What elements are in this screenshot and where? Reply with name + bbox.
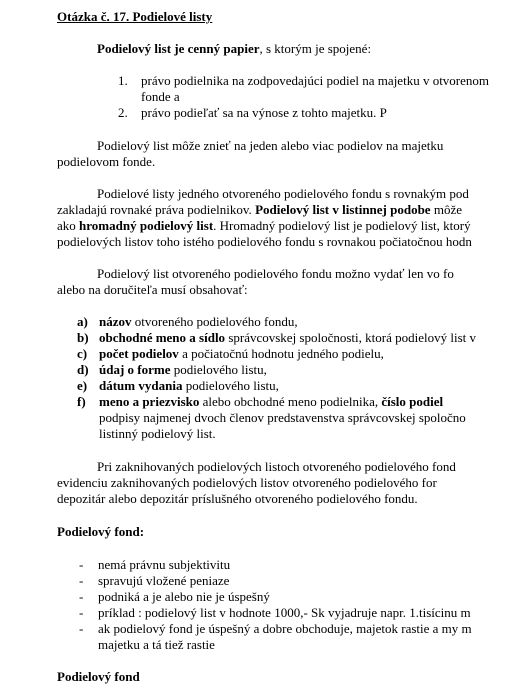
bullet-item-text: príklad : podielový list v hodnote 1000,- Sk vyjadruje napr. 1.tisícinu m xyxy=(98,605,471,620)
paragraph-line: zakladajú rovnaké práva podielnikov. Podielový list v listinnej podobe môže xyxy=(57,202,462,217)
lettered-item-letter: e) xyxy=(77,378,88,393)
paragraph-line: Podielové listy jedného otvoreného podielového fondu s rovnakým pod xyxy=(97,186,469,201)
lettered-item-letter: f) xyxy=(77,394,86,409)
lettered-item-letter: a) xyxy=(77,314,88,329)
bullet-dash: - xyxy=(79,589,84,604)
bullet-item-text: ak podielový fond je úspešný a dobre obchoduje, majetok rastie a my m xyxy=(98,621,472,636)
lettered-item-text: meno a priezvisko alebo obchodné meno podielnika, číslo podiel xyxy=(99,394,444,409)
paragraph-line: Podielový list môže znieť na jeden alebo viac podielov na majetku xyxy=(97,138,444,153)
numbered-item-number: 2. xyxy=(118,105,128,120)
bullet-dash: - xyxy=(79,621,84,636)
bullet-item-text: nemá právnu subjektivitu xyxy=(98,557,231,572)
bullet-item-text: spravujú vložené peniaze xyxy=(98,573,230,588)
bullet-dash: - xyxy=(79,557,84,572)
lettered-item-text: podpisy najmenej dvoch členov predstavenstva správcovskej spoločno xyxy=(99,410,466,425)
lettered-item-letter: d) xyxy=(77,362,89,377)
paragraph-line: podielovom fonde. xyxy=(57,154,156,169)
page-title: Otázka č. 17. Podielové listy xyxy=(57,9,213,24)
lettered-item-text: obchodné meno a sídlo správcovskej spoločnosti, ktorá podielový list v xyxy=(99,330,477,345)
bullet-dash: - xyxy=(79,573,84,588)
bullet-dash: - xyxy=(79,605,84,620)
intro-rest: , s ktorým je spojené: xyxy=(259,41,372,56)
paragraph-line: alebo na doručiteľa musí obsahovať: xyxy=(57,282,248,297)
numbered-item-text: právo podieľať sa na výnose z tohto majetku. P xyxy=(141,105,387,120)
lettered-item-text: údaj o forme podielového listu, xyxy=(99,362,267,377)
paragraph-line: ako hromadný podielový list. Hromadný podielový list je podielový list, ktorý xyxy=(57,218,471,233)
lettered-item-text: počet podielov a počiatočnú hodnotu jedného podielu, xyxy=(99,346,384,361)
intro-paragraph xyxy=(97,41,371,56)
lettered-item-text: dátum vydania podielového listu, xyxy=(99,378,279,393)
paragraph-line: Pri zaknihovaných podielových listoch otvoreného podielového fond xyxy=(97,459,456,474)
numbered-item-text: právo podielnika na zodpovedajúci podiel na majetku v otvorenom xyxy=(141,73,490,88)
paragraph-line: podielových listov toho istého podielového fondu s rovnakou počiatočnou hodn xyxy=(57,234,472,249)
lettered-item-text: listinný podielový list. xyxy=(99,426,216,441)
lettered-item-text: názov otvoreného podielového fondu, xyxy=(99,314,298,329)
section-heading: Podielový fond: xyxy=(57,524,145,539)
paragraph-line: evidenciu zaknihovaných podielových listov otvoreného podielového for xyxy=(57,475,437,490)
section-heading: Podielový fond xyxy=(57,669,140,684)
paragraph-line: Podielový list otvoreného podielového fondu možno vydať len vo fo xyxy=(97,266,454,281)
bullet-item-text: podniká a je alebo nie je úspešný xyxy=(98,589,270,604)
numbered-item-number: 1. xyxy=(118,73,128,88)
paragraph-line: depozitár alebo depozitár príslušného otvoreného podielového fondu. xyxy=(57,491,418,506)
lettered-item-letter: c) xyxy=(77,346,88,361)
intro-bold: Podielový list je cenný papier xyxy=(97,41,260,56)
bullet-item-text: majetku a tá tiež rastie xyxy=(98,637,215,652)
numbered-item-text: fonde a xyxy=(141,89,180,104)
lettered-item-letter: b) xyxy=(77,330,89,345)
